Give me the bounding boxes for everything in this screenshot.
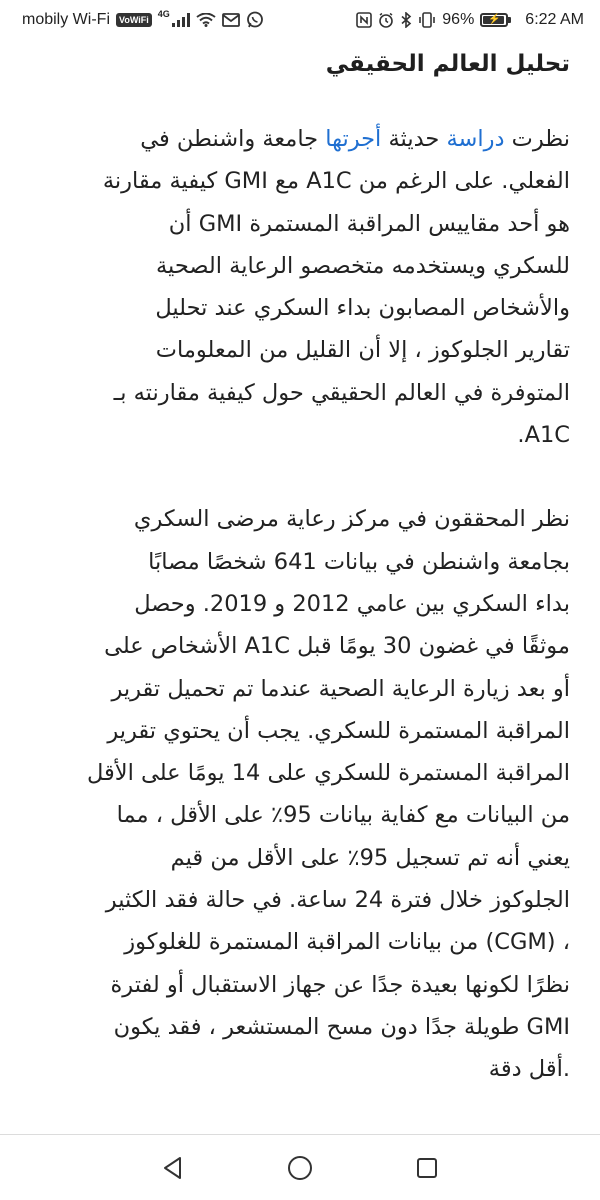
paragraph-line: .أقل دقة bbox=[488, 1056, 570, 1083]
bluetooth-icon bbox=[400, 12, 412, 28]
recents-square-icon bbox=[414, 1155, 440, 1181]
back-triangle-icon bbox=[160, 1155, 186, 1181]
text-span: حديثة bbox=[381, 126, 447, 152]
text-span: نظرت bbox=[504, 126, 570, 152]
battery-percent-label: 96% bbox=[442, 11, 475, 28]
paragraph-line: المراقبة المستمرة للسكري على 14 يومًا على الأقل bbox=[86, 760, 570, 787]
paragraph-line: بجامعة واشنطن في بيانات 641 شخصًا مصابًا bbox=[148, 548, 570, 575]
article-paragraph-1 bbox=[30, 118, 570, 456]
paragraph-line: الفعلي. على الرغم من A1C مع GMI كيفية مقارنة bbox=[102, 168, 570, 195]
paragraph-line: موثقًا في غضون 30 يومًا قبل A1C الأشخاص على bbox=[104, 633, 570, 660]
back-button[interactable] bbox=[153, 1148, 193, 1188]
status-bar bbox=[0, 0, 600, 40]
paragraph-line: والأشخاص المصابون بداء السكري عند تحليل bbox=[155, 295, 570, 322]
paragraph-line: A1C. bbox=[517, 422, 570, 449]
mail-icon bbox=[222, 13, 240, 27]
whatsapp-icon bbox=[246, 11, 264, 29]
wifi-icon bbox=[196, 13, 216, 27]
paragraph-line: يعني أنه تم تسجيل 95٪ على الأقل من قيم bbox=[170, 844, 570, 871]
charging-bolt-icon: ⚡ bbox=[488, 14, 501, 25]
paragraph-line: المتوفرة في العالم الحقيقي حول كيفية مقارنته بـ bbox=[113, 379, 570, 406]
network-type-label: 4G bbox=[157, 9, 170, 19]
paragraph-line: نظرًا لكونها بعيدة جدًا عن جهاز الاستقبال أو لفترة bbox=[110, 971, 570, 998]
navigation-bar bbox=[0, 1134, 600, 1200]
paragraph-line bbox=[30, 118, 570, 160]
vibrate-icon bbox=[418, 12, 436, 28]
signal-icon bbox=[172, 13, 190, 27]
status-bar-left bbox=[22, 11, 264, 29]
paragraph-line: المراقبة المستمرة للسكري. يجب أن يحتوي تقرير bbox=[107, 717, 570, 744]
article-paragraph-2 bbox=[30, 498, 570, 1090]
nfc-icon bbox=[356, 12, 372, 28]
home-circle-icon bbox=[286, 1154, 314, 1182]
paragraph-line: بداء السكري بين عامي 2012 و 2019. وحصل bbox=[134, 590, 570, 617]
alarm-icon bbox=[378, 12, 394, 28]
text-span: جامعة واشنطن في bbox=[140, 126, 326, 152]
status-bar-right bbox=[356, 11, 584, 29]
article bbox=[30, 44, 570, 1091]
conducted-by-link[interactable]: أجرتها bbox=[325, 126, 382, 152]
paragraph-line: نظر المحققون في مركز رعاية مرضى السكري bbox=[133, 506, 570, 533]
paragraph-line: تقارير الجلوكوز ، إلا أن القليل من المعلومات bbox=[155, 337, 570, 364]
clock-label: 6:22 AM bbox=[525, 11, 584, 28]
battery-icon bbox=[480, 13, 511, 27]
paragraph-line: أو بعد زيارة الرعاية الصحية عندما تم تحميل تقرير bbox=[111, 675, 570, 702]
recents-button[interactable] bbox=[407, 1148, 447, 1188]
study-link[interactable]: دراسة bbox=[446, 126, 505, 152]
paragraph-line: هو أحد مقاييس المراقبة المستمرة GMI أن bbox=[168, 210, 570, 237]
article-title: تحليل العالم الحقيقي bbox=[325, 51, 570, 77]
paragraph-line: من البيانات مع كفاية بيانات 95٪ على الأقل ، مما bbox=[116, 802, 570, 829]
paragraph-line: ، (CGM) من بيانات المراقبة المستمرة للغلوكوز bbox=[124, 929, 570, 956]
vowifi-badge: VoWiFi bbox=[116, 13, 152, 27]
home-button[interactable] bbox=[280, 1148, 320, 1188]
paragraph-line: GMI طويلة جدًا دون مسح المستشعر ، فقد يكون bbox=[113, 1013, 570, 1040]
paragraph-line: للسكري ويستخدمه متخصصو الرعاية الصحية bbox=[155, 252, 570, 279]
paragraph-line: الجلوكوز خلال فترة 24 ساعة. في حالة فقد الكثير bbox=[105, 887, 570, 914]
carrier-label: mobily Wi-Fi bbox=[22, 11, 110, 28]
